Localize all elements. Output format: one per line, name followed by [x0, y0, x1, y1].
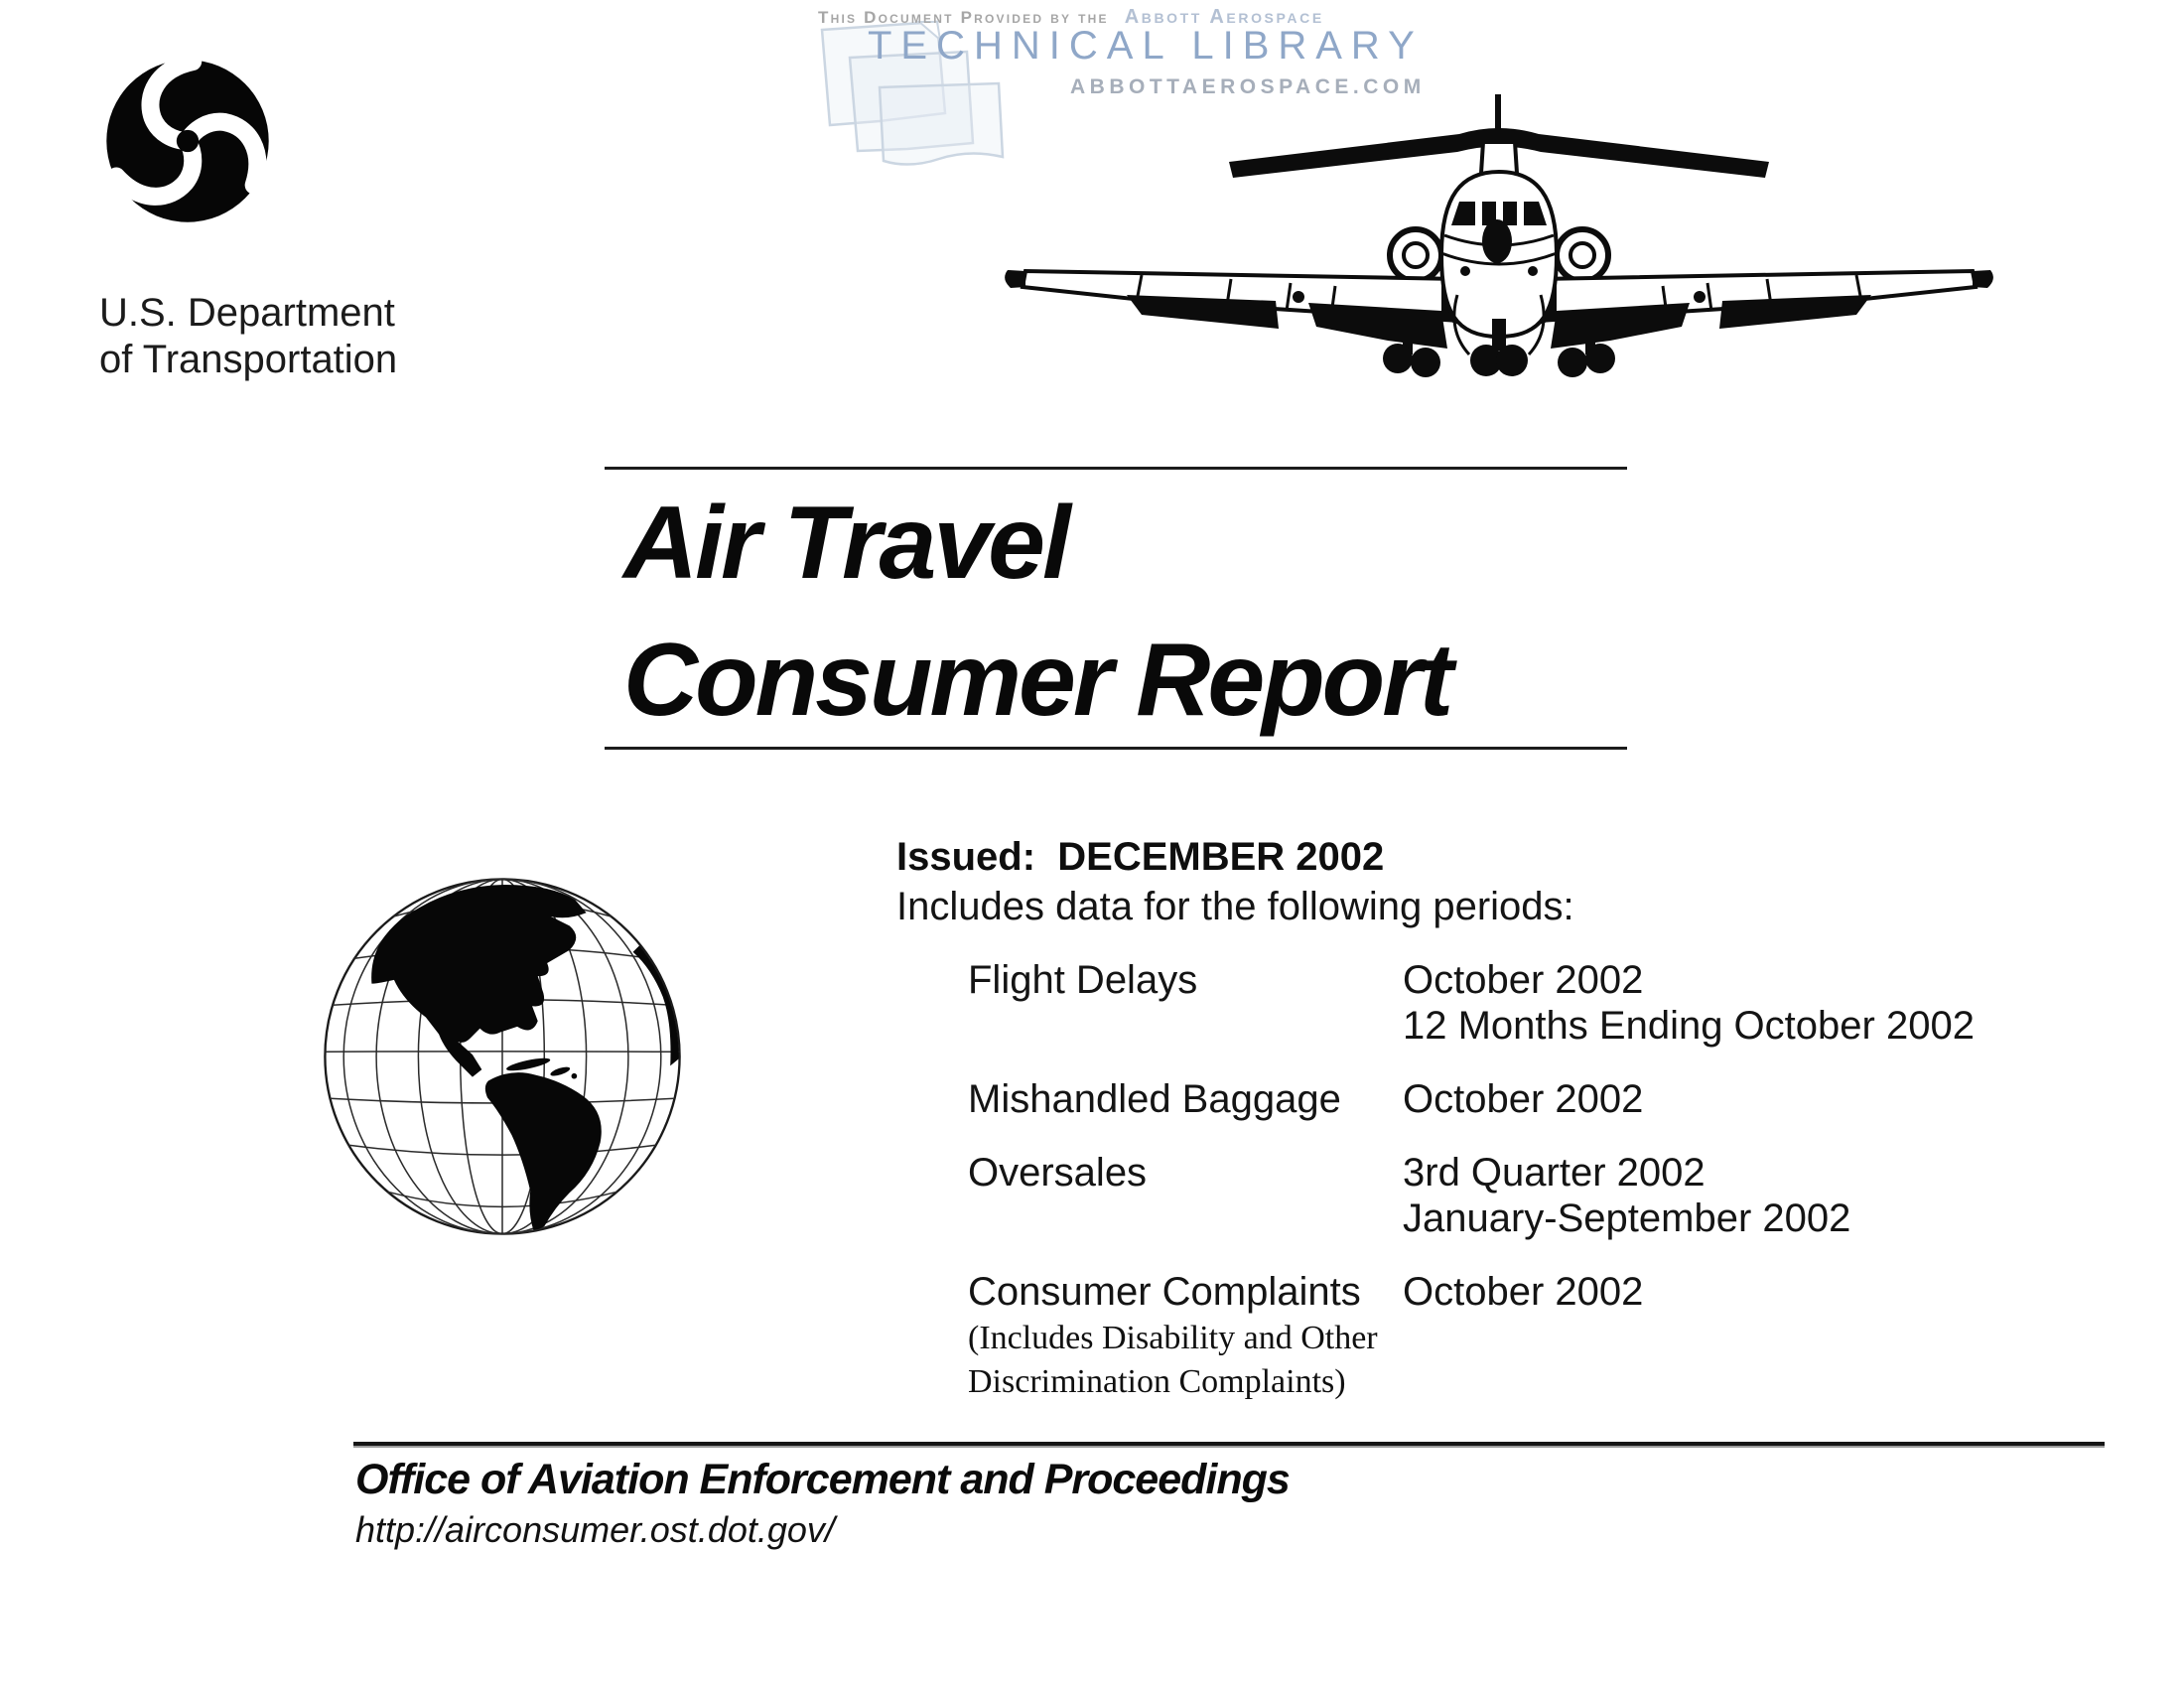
- period-label: Mishandled Baggage: [968, 1077, 1341, 1121]
- watermark-library-text: TECHNICAL LIBRARY: [868, 24, 1424, 68]
- period-value-line: 12 Months Ending October 2002: [1403, 1004, 1975, 1048]
- period-value-line: October 2002: [1403, 958, 1644, 1002]
- period-value-line: October 2002: [1403, 1270, 1644, 1314]
- agency-name: [99, 290, 397, 383]
- period-values: [1403, 1150, 1850, 1241]
- title-rule-bottom: [605, 747, 1627, 750]
- page-title-line1: Air Travel: [623, 486, 1068, 601]
- title-rule-top: [605, 467, 1627, 470]
- period-values: [1403, 957, 1975, 1049]
- period-row: [968, 1269, 1941, 1402]
- period-row: [968, 1076, 1941, 1122]
- footer-url-link[interactable]: http://airconsumer.ost.dot.gov/: [355, 1509, 835, 1550]
- periods-table: [968, 957, 1975, 1430]
- period-row: [968, 957, 1975, 1049]
- period-note-line: (Includes Disability and Other: [968, 1320, 1378, 1356]
- period-value-line: 3rd Quarter 2002: [1403, 1151, 1706, 1195]
- period-value-line: October 2002: [1403, 1077, 1644, 1121]
- agency-name-line1: U.S. Department: [99, 291, 395, 335]
- watermark-brand-text: Abbott Aerospace: [1124, 6, 1324, 28]
- includes-subtitle: Includes data for the following periods:: [896, 885, 1574, 928]
- period-values: [1403, 1076, 1643, 1122]
- page-title-line2: Consumer Report: [623, 623, 1451, 738]
- period-row: [968, 1150, 1941, 1241]
- watermark-provided-text: This Document Provided by the: [818, 8, 1109, 27]
- period-values: [1403, 1269, 1643, 1402]
- period-label: Consumer Complaints (Includes Disability and Other Discrimination Complaints): [968, 1269, 1403, 1402]
- period-value-line: January-September 2002: [1403, 1196, 1851, 1240]
- issued-line: [896, 835, 1384, 880]
- issued-value: DECEMBER 2002: [1057, 835, 1385, 879]
- period-note-line: Discrimination Complaints): [968, 1363, 1346, 1400]
- footer-office-name: Office of Aviation Enforcement and Proceedings: [355, 1456, 1290, 1503]
- period-label: Oversales: [968, 1151, 1148, 1195]
- globe-illustration: [316, 870, 689, 1243]
- airplane-illustration: [993, 84, 2005, 392]
- agency-name-line2: of Transportation: [99, 338, 398, 381]
- footer-rule: [353, 1442, 2105, 1448]
- issued-label: Issued:: [896, 835, 1036, 879]
- watermark-site-link[interactable]: ABBOTTAEROSPACE.COM: [1070, 75, 1426, 98]
- period-label: Flight Delays: [968, 958, 1198, 1002]
- dot-triskelion-logo-icon: [102, 56, 273, 226]
- page-title: [623, 475, 1450, 749]
